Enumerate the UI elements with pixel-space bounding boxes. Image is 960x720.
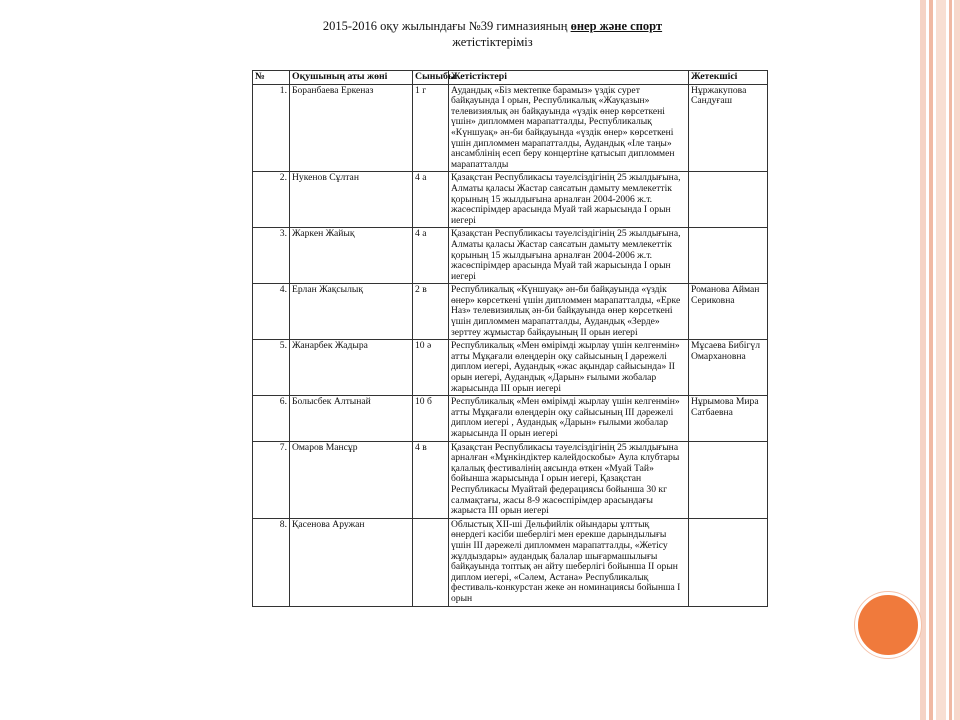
student-achievements: Қазақстан Республикасы тәуелсіздігінің 25 жылдығына, Алматы қаласы Жастар саясатын дамыту мемлекеттік қорының 15 жылдығына арналған 2004-2006 ж.т. жасөспірімдер арасында Муай тай жарысында І орын иегері <box>449 228 689 284</box>
table-row <box>253 396 768 441</box>
student-mentor <box>689 518 768 606</box>
student-achievements: Республикалық «Мен өмірімді жырлау үшін келгенмін» атты Мұқағали өлеңдерін оқу сайысының ІІІ дәрежелі диплом иегері , Аудандық «Дарын» ғылыми жобалар жарысында ІІ орын иегері <box>449 396 689 441</box>
table-row <box>253 84 768 172</box>
document-page <box>207 8 778 708</box>
table-row <box>253 228 768 284</box>
achievements-table <box>252 70 768 607</box>
student-grade: 4 в <box>413 441 449 518</box>
student-mentor: Мұсаева Бибігүл Омархановна <box>689 340 768 396</box>
stripe <box>920 0 926 720</box>
header-name: Оқушының аты жөні <box>290 71 413 85</box>
student-name: Болысбек Алтынай <box>290 396 413 441</box>
student-mentor: Нұрымова Мира Сатбаевна <box>689 396 768 441</box>
header-number: № <box>253 71 290 85</box>
document-subtitle: жетістіктеріміз <box>452 35 533 49</box>
row-number: 5. <box>253 340 290 396</box>
decorative-stripes <box>920 0 960 720</box>
document-title <box>207 18 778 34</box>
student-grade <box>413 518 449 606</box>
table-row <box>253 340 768 396</box>
row-number: 7. <box>253 441 290 518</box>
student-mentor <box>689 228 768 284</box>
student-achievements: Облыстық ХІІ-ші Дельфийлік ойындары ұлттық өнердегі кәсіби шеберлігі мен ерекше дарындылығы үшін ІІІ дәрежелі дипломмен марапатталды, «Жетісу жұлдыздары» аудандық балалар шығармашылығы байқауында топтық ән айту шеберлігі бойынша ІІ орын диплом иегері, «Сәлем, Астана» Республикалық фестиваль-конкурстан жеке ән номинациясы бойынша І орын <box>449 518 689 606</box>
student-grade: 4 а <box>413 172 449 228</box>
student-grade: 10 б <box>413 396 449 441</box>
table-row <box>253 441 768 518</box>
header-grade: Сыныбы <box>413 71 449 85</box>
student-name: Ерлан Жақсылық <box>290 284 413 340</box>
row-number: 4. <box>253 284 290 340</box>
student-mentor <box>689 441 768 518</box>
student-name: Омаров Мансұр <box>290 441 413 518</box>
table-header-row <box>253 71 768 85</box>
student-grade: 1 г <box>413 84 449 172</box>
student-grade: 2 в <box>413 284 449 340</box>
header-achievements: Жетістіктері <box>449 71 689 85</box>
stripe <box>954 0 960 720</box>
student-achievements: Республикалық «Мен өмірімді жырлау үшін келгенмін» атты Мұқағали өлеңдерін оқу сайысының І дәрежелі диплом иегері, Аудандық «жас ақындар сайысында» ІІ орын иегері, Аудандық «Дарын» ғылыми жобалар жарысында ІІІ орын иегері <box>449 340 689 396</box>
student-name: Боранбаева Еркеназ <box>290 84 413 172</box>
row-number: 1. <box>253 84 290 172</box>
table-row <box>253 172 768 228</box>
student-name: Жанарбек Жадыра <box>290 340 413 396</box>
title-underlined: өнер және спорт <box>570 19 663 33</box>
student-grade: 10 ә <box>413 340 449 396</box>
student-grade: 4 а <box>413 228 449 284</box>
row-number: 3. <box>253 228 290 284</box>
student-name: Нукенов Сұлтан <box>290 172 413 228</box>
header-mentor: Жетекшісі <box>689 71 768 85</box>
student-name: Қасенова Аружан <box>290 518 413 606</box>
student-achievements: Аудандық «Біз мектепке барамыз» үздік сурет байқауында І орын, Республикалық «Жауқазын» телевизиялық ән байқауында «үздік өнер көрсеткені үшін» дипломмен марапатталды, Республикалық «Күншуақ» ән-би байқауында «үздік өнер» көрсеткені үшін дипломмен марапатталды, Аудандық «Іле таңы» ансамблінің есеп беру концертіне қатысып дипломмен марапатталды <box>449 84 689 172</box>
row-number: 8. <box>253 518 290 606</box>
table-row <box>253 284 768 340</box>
stripe <box>929 0 933 720</box>
student-mentor: Романова Айман Сериковна <box>689 284 768 340</box>
row-number: 2. <box>253 172 290 228</box>
decorative-circle <box>855 592 921 658</box>
stripe <box>949 0 952 720</box>
student-achievements: Республикалық «Күншуақ» ән-би байқауында «үздік өнер» көрсеткені үшін дипломмен марапатталды, «Ерке Наз» телевизиялық ән-би байқауында өнер көрсеткені үшін дипломмен марапатталды, Аудандық «Зерде» зерттеу жұмыстар байқауының ІІ орын иегері <box>449 284 689 340</box>
table-row <box>253 518 768 606</box>
student-mentor <box>689 172 768 228</box>
row-number: 6. <box>253 396 290 441</box>
student-mentor: Нұржакупова Сандуғаш <box>689 84 768 172</box>
title-prefix: 2015-2016 оқу жылындағы №39 гимназияның <box>322 19 568 33</box>
stripe <box>936 0 946 720</box>
student-name: Жаркен Жайық <box>290 228 413 284</box>
student-achievements: Қазақстан Республикасы тәуелсіздігінің 25 жылдығына арналған «Мұнкіндіктер калейдоскобы» Аула клубтары қалалық фестивалінің аясында өткен «Муай Тай» бойынша жарысында І орын иегері, Қазақстан Республикасы Муайтай федерациясы бойынша 30 кг салмақтағы, жасы 8-9 жасөспірімдер арасындағы жарыста ІІІ орын иегері <box>449 441 689 518</box>
student-achievements: Қазақстан Республикасы тәуелсіздігінің 25 жылдығына, Алматы қаласы Жастар саясатын дамыту мемлекеттік қорының 15 жылдығына арналған 2004-2006 ж.т. жасөспірімдер арасында Муай тай жарысында І орын иегері <box>449 172 689 228</box>
